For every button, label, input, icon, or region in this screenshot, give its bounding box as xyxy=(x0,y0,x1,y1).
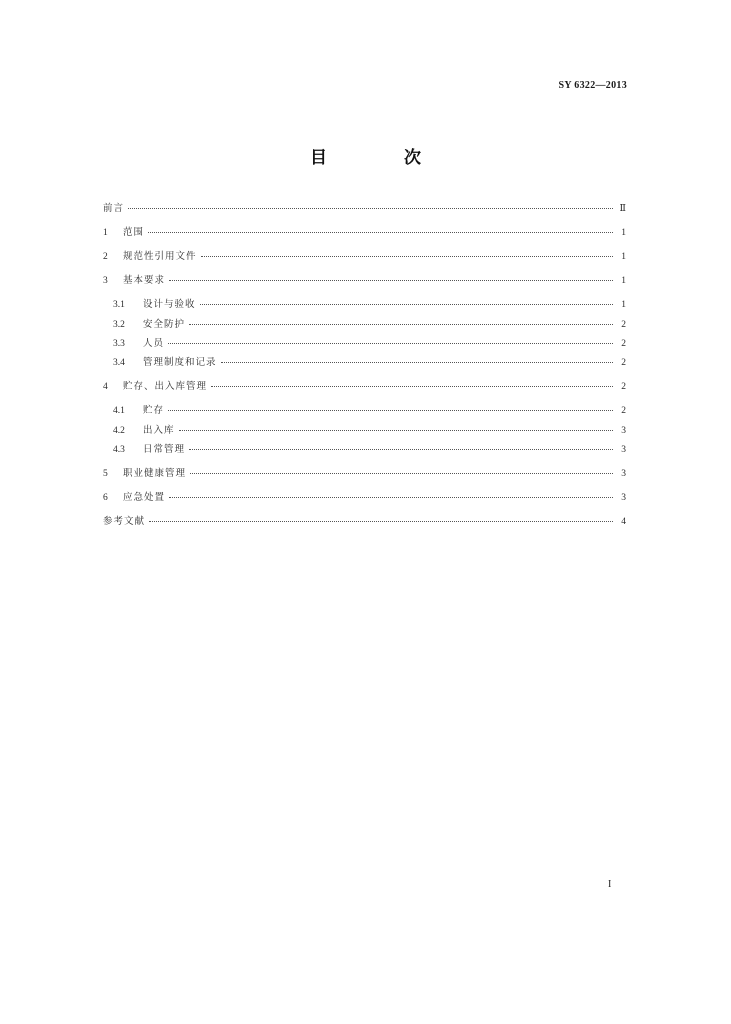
toc-entry-scope[interactable] xyxy=(103,226,626,250)
dot-leader xyxy=(189,323,613,325)
toc-entry-page: 4 xyxy=(621,517,626,528)
toc-entry-management-records[interactable] xyxy=(103,356,626,380)
toc-entry-normative-references[interactable] xyxy=(103,250,626,274)
toc-entry-page: 2 xyxy=(621,319,626,330)
toc-entry-page: 1 xyxy=(621,228,626,239)
toc-entry-page: 3 xyxy=(621,469,626,480)
page-number: I xyxy=(608,879,612,890)
toc-entry-occupational-health[interactable] xyxy=(103,467,626,491)
toc-entry-foreword[interactable] xyxy=(103,202,626,226)
toc-entry-number: 1 xyxy=(103,228,108,239)
toc-entry-number: 3 xyxy=(103,276,108,287)
toc-entry-storage[interactable] xyxy=(103,404,626,423)
toc-entry-label: 出入库 xyxy=(143,424,175,436)
toc-entry-label: 贮存 xyxy=(143,405,165,417)
toc-entry-storage-management[interactable] xyxy=(103,380,626,404)
dot-leader xyxy=(169,496,613,498)
dot-leader xyxy=(148,231,613,233)
toc-entry-page: 2 xyxy=(621,358,626,369)
toc-entry-number: 4 xyxy=(103,382,108,393)
toc-entry-page: Ⅱ xyxy=(619,204,626,214)
toc-entry-label: 前言 xyxy=(103,203,125,214)
toc-entry-label: 管理制度和记录 xyxy=(143,357,217,369)
dot-leader xyxy=(189,448,613,450)
standard-code: SY 6322—2013 xyxy=(558,80,627,91)
toc-entry-number: 2 xyxy=(103,252,108,263)
toc-entry-label: 基本要求 xyxy=(123,275,166,287)
dot-leader xyxy=(190,472,613,474)
toc-entry-bibliography[interactable] xyxy=(103,515,626,539)
toc-entry-daily-management[interactable] xyxy=(103,443,626,467)
toc-entry-number: 3.3 xyxy=(113,338,125,349)
toc-entry-number: 3.1 xyxy=(113,300,125,311)
toc-entry-page: 3 xyxy=(621,493,626,504)
toc-entry-design-acceptance[interactable] xyxy=(103,298,626,317)
dot-leader xyxy=(128,207,613,209)
toc-entry-page: 2 xyxy=(621,406,626,417)
dot-leader xyxy=(169,279,613,281)
toc-entry-page: 1 xyxy=(621,300,626,311)
toc-entry-label: 贮存、出入库管理 xyxy=(123,381,208,393)
toc-entry-page: 1 xyxy=(621,252,626,263)
toc-entry-label: 应急处置 xyxy=(123,492,166,504)
toc-entry-number: 3.2 xyxy=(113,319,125,330)
toc-entry-page: 3 xyxy=(621,425,626,436)
dot-leader xyxy=(179,429,613,431)
toc-entry-number: 4.1 xyxy=(113,406,125,417)
toc-title: 目 次 xyxy=(310,148,451,168)
toc-entry-basic-requirements[interactable] xyxy=(103,274,626,298)
toc-entry-page: 2 xyxy=(621,338,626,349)
toc-entry-page: 2 xyxy=(621,382,626,393)
toc-entry-label: 规范性引用文件 xyxy=(123,251,197,263)
dot-leader xyxy=(201,255,613,257)
toc-entry-emergency-response[interactable] xyxy=(103,491,626,515)
toc-entry-label: 人员 xyxy=(143,337,165,349)
toc-entry-label: 安全防护 xyxy=(143,318,186,330)
toc-entry-page: 3 xyxy=(621,445,626,456)
dot-leader xyxy=(200,303,613,305)
dot-leader xyxy=(221,361,613,363)
table-of-contents xyxy=(103,202,626,539)
toc-entry-number: 6 xyxy=(103,493,108,504)
toc-entry-label: 职业健康管理 xyxy=(123,468,187,480)
dot-leader xyxy=(149,520,613,522)
toc-entry-inbound-outbound[interactable] xyxy=(103,424,626,443)
toc-entry-number: 5 xyxy=(103,469,108,480)
dot-leader xyxy=(211,385,613,387)
dot-leader xyxy=(168,342,613,344)
toc-entry-number: 4.2 xyxy=(113,425,125,436)
toc-entry-page: 1 xyxy=(621,276,626,287)
toc-entry-label: 日常管理 xyxy=(143,444,186,456)
toc-entry-number: 3.4 xyxy=(113,358,125,369)
toc-entry-number: 4.3 xyxy=(113,445,125,456)
dot-leader xyxy=(168,409,613,411)
toc-entry-label: 范围 xyxy=(123,227,145,239)
toc-entry-safety-protection[interactable] xyxy=(103,318,626,337)
toc-entry-label: 设计与验收 xyxy=(143,299,196,311)
toc-entry-personnel[interactable] xyxy=(103,337,626,356)
toc-entry-label: 参考文献 xyxy=(103,516,146,528)
